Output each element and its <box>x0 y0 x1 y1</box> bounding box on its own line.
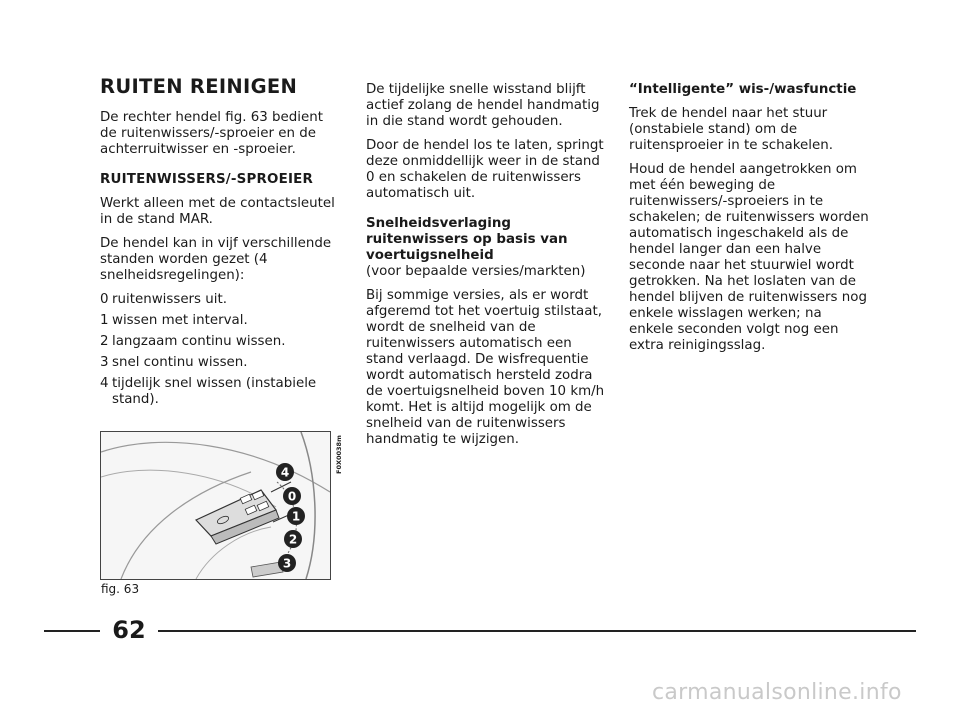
wiper-stalk <box>196 482 291 577</box>
marker-label: 4 <box>280 465 290 480</box>
position-number: 3 <box>100 355 109 370</box>
footer-rule-left <box>44 630 100 632</box>
intro-paragraph: De rechter hendel fig. 63 bedient de ruitenwissers/-sproeier en de achterruitwisser en -sproeier. <box>100 110 323 157</box>
list-item <box>100 376 336 408</box>
heading-intelligent-wash: “Intelligente” wis-/wasfunctie <box>629 82 857 97</box>
figure-code <box>333 432 343 474</box>
section-title: RUITEN REINIGEN <box>100 75 298 98</box>
paragraph-pull-lever: Trek de hendel naar het stuur (onstabiele stand) om de ruitensproeier in te schakelen. <box>629 106 833 153</box>
marker-1 <box>287 507 305 525</box>
column-right <box>629 82 869 362</box>
marker-4 <box>276 463 294 481</box>
marker-label: 1 <box>291 509 301 524</box>
paragraph-speed-reduction: Bij sommige versies, als er wordt afgeremd tot het voertuig stilstaat, wordt de snelheid van de ruitenwissers automatisch een stand verlaagd. De wisfrequentie wordt automatisch hersteld zodra de voertuigsnelheid boven 10 km/h komt. Het is altijd mogelijk om de snelheid van de ruitenwissers handmatig te wijzigen. <box>366 288 605 447</box>
list-item <box>100 313 336 329</box>
list-item <box>100 355 336 371</box>
position-text: tijdelijk snel wissen (instabiele stand). <box>112 376 317 407</box>
position-text: ruitenwissers uit. <box>112 292 228 307</box>
paragraph-temporary: De tijdelijke snelle wisstand blijft actief zolang de hendel handmatig in die stand wordt gehouden. <box>366 82 600 129</box>
list-item <box>100 292 336 308</box>
column-left <box>100 76 336 413</box>
subheading-wipers: RUITENWISSERS/-SPROEIER <box>100 172 313 187</box>
marker-label: 2 <box>288 532 298 547</box>
marker-0 <box>283 487 301 505</box>
position-number: 2 <box>100 334 109 349</box>
list-item <box>100 334 336 350</box>
position-text: snel continu wissen. <box>112 355 248 370</box>
heading-note: (voor bepaalde versies/markten) <box>366 264 586 279</box>
column-middle <box>366 82 606 456</box>
paragraph-release: Door de hendel los te laten, springt deze onmiddellijk weer in de stand 0 en schakelen de ruitenwissers automatisch uit. <box>366 138 604 201</box>
paragraph-hold-lever: Houd de hendel aangetrokken om met één beweging de ruitenwissers/-sproeiers in te schakelen; de ruitenwissers worden automatisch ingeschakeld als de hendel langer dan een halve seconde naar het stuurwiel wordt getrokken. Na het loslaten van de hendel blijven de ruitenwissers nog enkele wisslagen werken; na enkele seconden volgt nog een extra reinigingsslag. <box>629 162 869 353</box>
footer-rule-right <box>158 630 916 632</box>
heading-speed-reduction: Snelheidsverlaging ruitenwissers op basis van voertuigsnelheid <box>366 216 568 263</box>
page-number: 62 <box>112 616 146 644</box>
marker-label: 0 <box>287 489 297 504</box>
marker-label: 3 <box>282 556 292 571</box>
position-number: 4 <box>100 376 109 391</box>
position-number: 1 <box>100 313 109 328</box>
marker-3 <box>278 554 296 572</box>
wiper-stalk-drawing <box>101 432 330 579</box>
paragraph-contact: Werkt alleen met de contactsleutel in de stand MAR. <box>100 196 335 227</box>
position-number: 0 <box>100 292 109 307</box>
position-text: langzaam continu wissen. <box>112 334 286 349</box>
positions-list <box>100 292 336 408</box>
marker-2 <box>284 530 302 548</box>
position-text: wissen met interval. <box>112 313 248 328</box>
watermark: carmanualsonline.info <box>652 680 902 705</box>
figure-caption: fig. 63 <box>101 582 140 596</box>
paragraph-positions: De hendel kan in vijf verschillende standen worden gezet (4 snelheidsregelingen): <box>100 236 332 283</box>
figure-63-illustration <box>100 431 331 580</box>
figure-code-text: F0X0038m <box>335 435 343 474</box>
